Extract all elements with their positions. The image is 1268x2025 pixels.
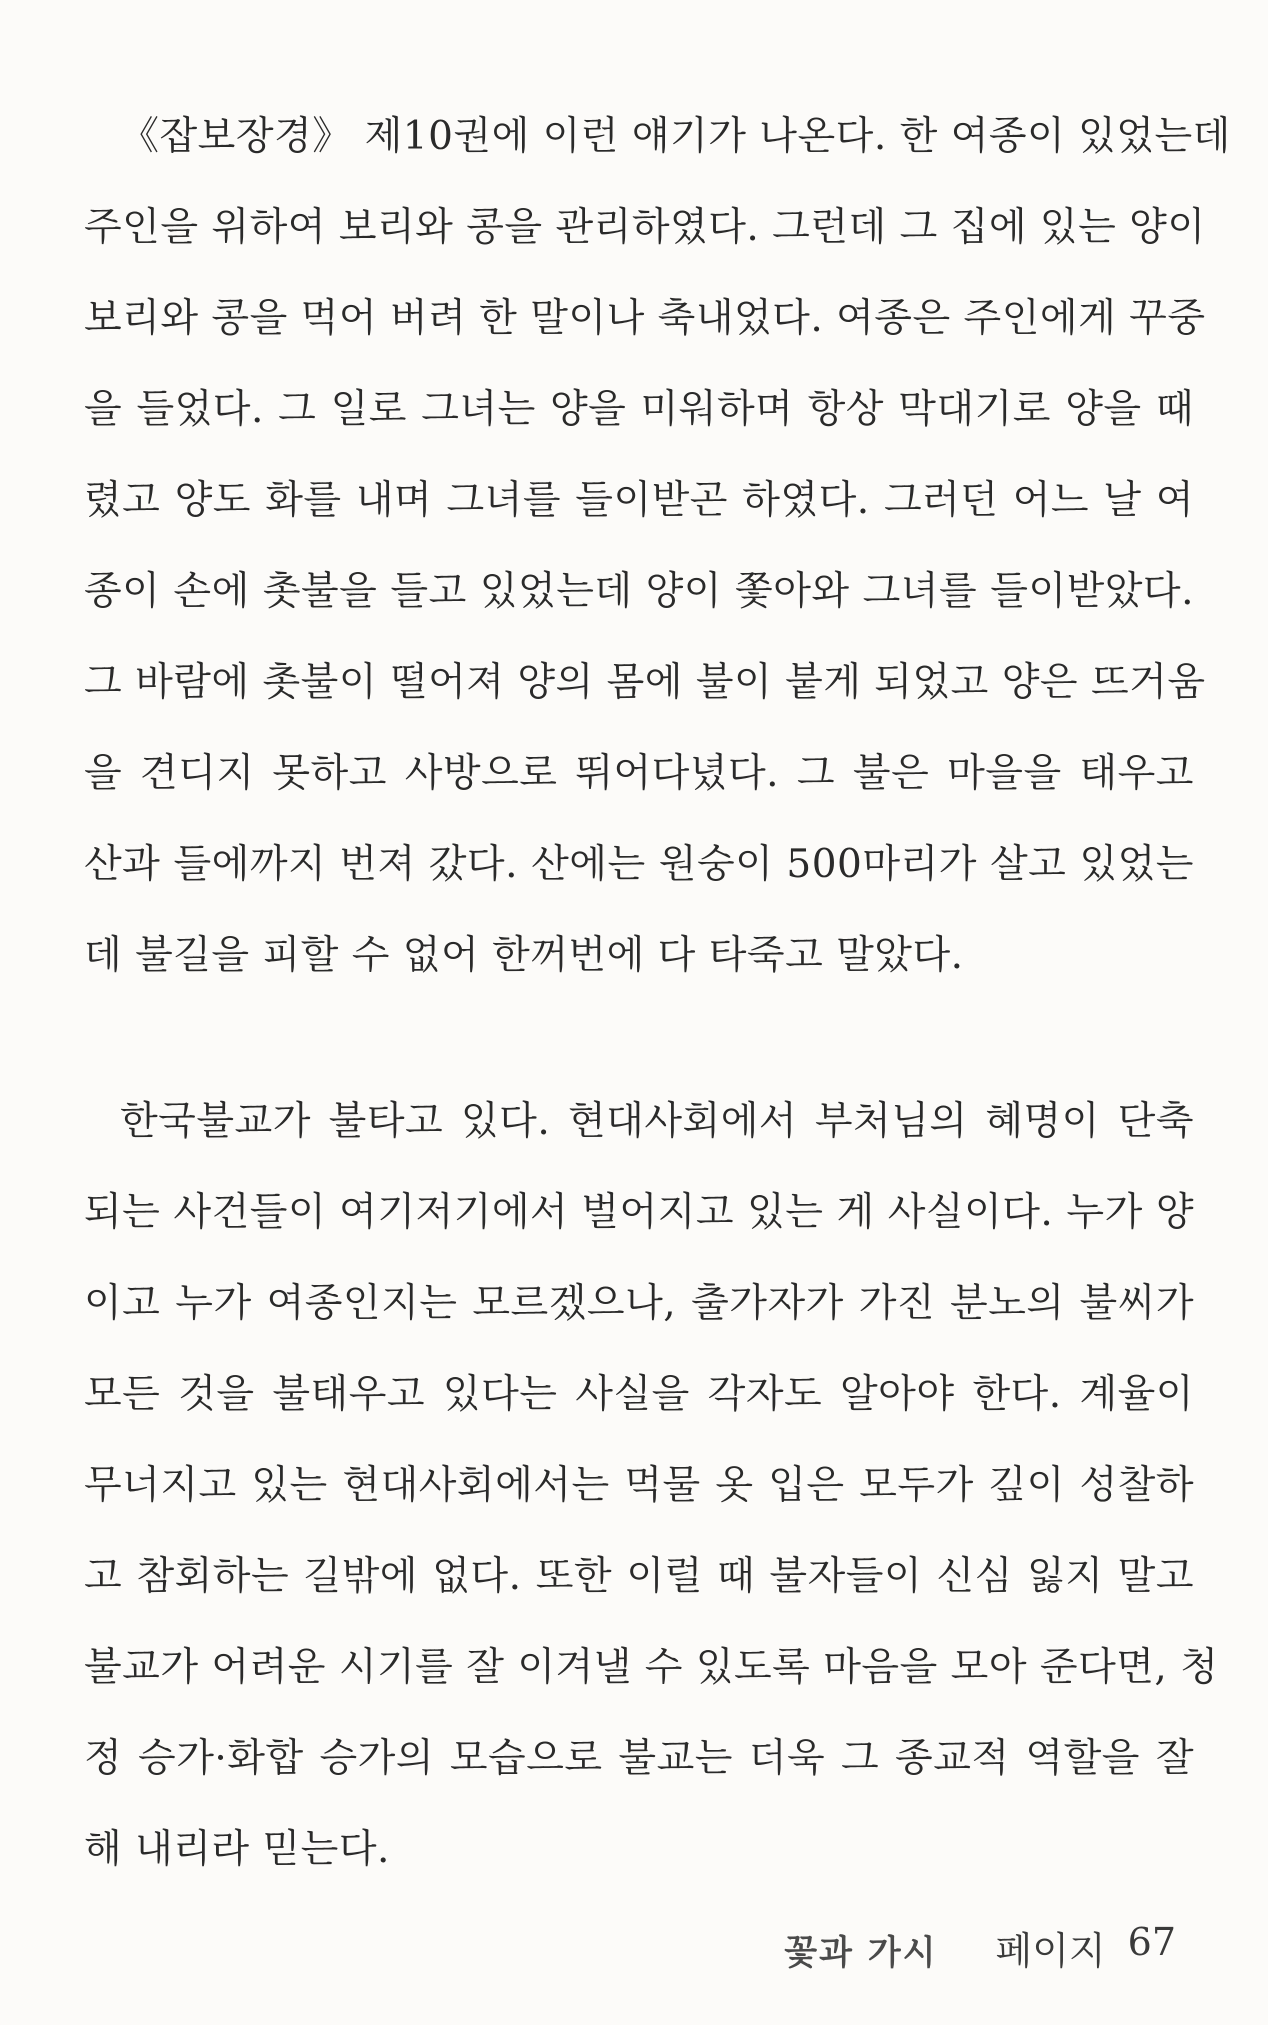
paragraph-1-line-1: 《잡보장경》 제10권에 이런 얘기가 나온다. 한 여종이 있었는데 bbox=[120, 114, 1231, 159]
paragraph-1-line-6: 종이 손에 촛불을 들고 있었는데 양이 쫓아와 그녀를 들이받았다. bbox=[84, 569, 1194, 614]
paragraph-1-line-2: 주인을 위하여 보리와 콩을 관리하였다. 그런데 그 집에 있는 양이 bbox=[84, 205, 1206, 250]
paragraph-1-line-8: 을 견디지 못하고 사방으로 뛰어다녔다. 그 불은 마을을 태우고 bbox=[84, 751, 1194, 796]
paragraph-2-line-2: 되는 사건들이 여기저기에서 벌어지고 있는 게 사실이다. 누가 양 bbox=[84, 1190, 1194, 1235]
paragraph-2-line-5: 무너지고 있는 현대사회에서는 먹물 옷 입은 모두가 깊이 성찰하 bbox=[84, 1463, 1194, 1508]
paragraph-1-line-9: 산과 들에까지 번져 갔다. 산에는 원숭이 500마리가 살고 있었는 bbox=[84, 842, 1194, 887]
page-footer bbox=[784, 1920, 1176, 1973]
book-title: 꽃과 가시 bbox=[784, 1933, 938, 1973]
page-label-group bbox=[996, 1920, 1176, 1975]
paragraph-2-line-8: 정 승가·화합 승가의 모습으로 불교는 더욱 그 종교적 역할을 잘 bbox=[84, 1736, 1194, 1781]
paragraph-2-line-4: 모든 것을 불태우고 있다는 사실을 각자도 알아야 한다. 계율이 bbox=[84, 1372, 1194, 1417]
paragraph-2-line-7: 불교가 어려운 시기를 잘 이겨낼 수 있도록 마음을 모아 준다면, 청 bbox=[84, 1645, 1219, 1690]
paragraph-1-line-3: 보리와 콩을 먹어 버려 한 말이나 축내었다. 여종은 주인에게 꾸중 bbox=[84, 296, 1206, 341]
paragraph-1-line-5: 렸고 양도 화를 내며 그녀를 들이받곤 하였다. 그러던 어느 날 여 bbox=[84, 478, 1194, 523]
paragraph-2-line-9: 해 내리라 믿는다. bbox=[84, 1827, 390, 1872]
paragraph-1-line-7: 그 바람에 촛불이 떨어져 양의 몸에 불이 붙게 되었고 양은 뜨거움 bbox=[84, 660, 1206, 705]
paragraph-1-line-4: 을 들었다. 그 일로 그녀는 양을 미워하며 항상 막대기로 양을 때 bbox=[84, 387, 1194, 432]
paragraph-2-line-3: 이고 누가 여종인지는 모르겠으나, 출가자가 가진 분노의 불씨가 bbox=[84, 1281, 1194, 1326]
paragraph-2-line-6: 고 참회하는 길밖에 없다. 또한 이럴 때 불자들이 신심 잃지 말고 bbox=[84, 1554, 1194, 1599]
paragraph-2-line-1: 한국불교가 불타고 있다. 현대사회에서 부처님의 혜명이 단축 bbox=[120, 1099, 1194, 1144]
page-label: 페이지 bbox=[995, 1929, 1106, 1973]
page-number: 67 bbox=[1127, 1920, 1176, 1964]
paragraph-1-line-10: 데 불길을 피할 수 없어 한꺼번에 다 타죽고 말았다. bbox=[84, 933, 964, 978]
